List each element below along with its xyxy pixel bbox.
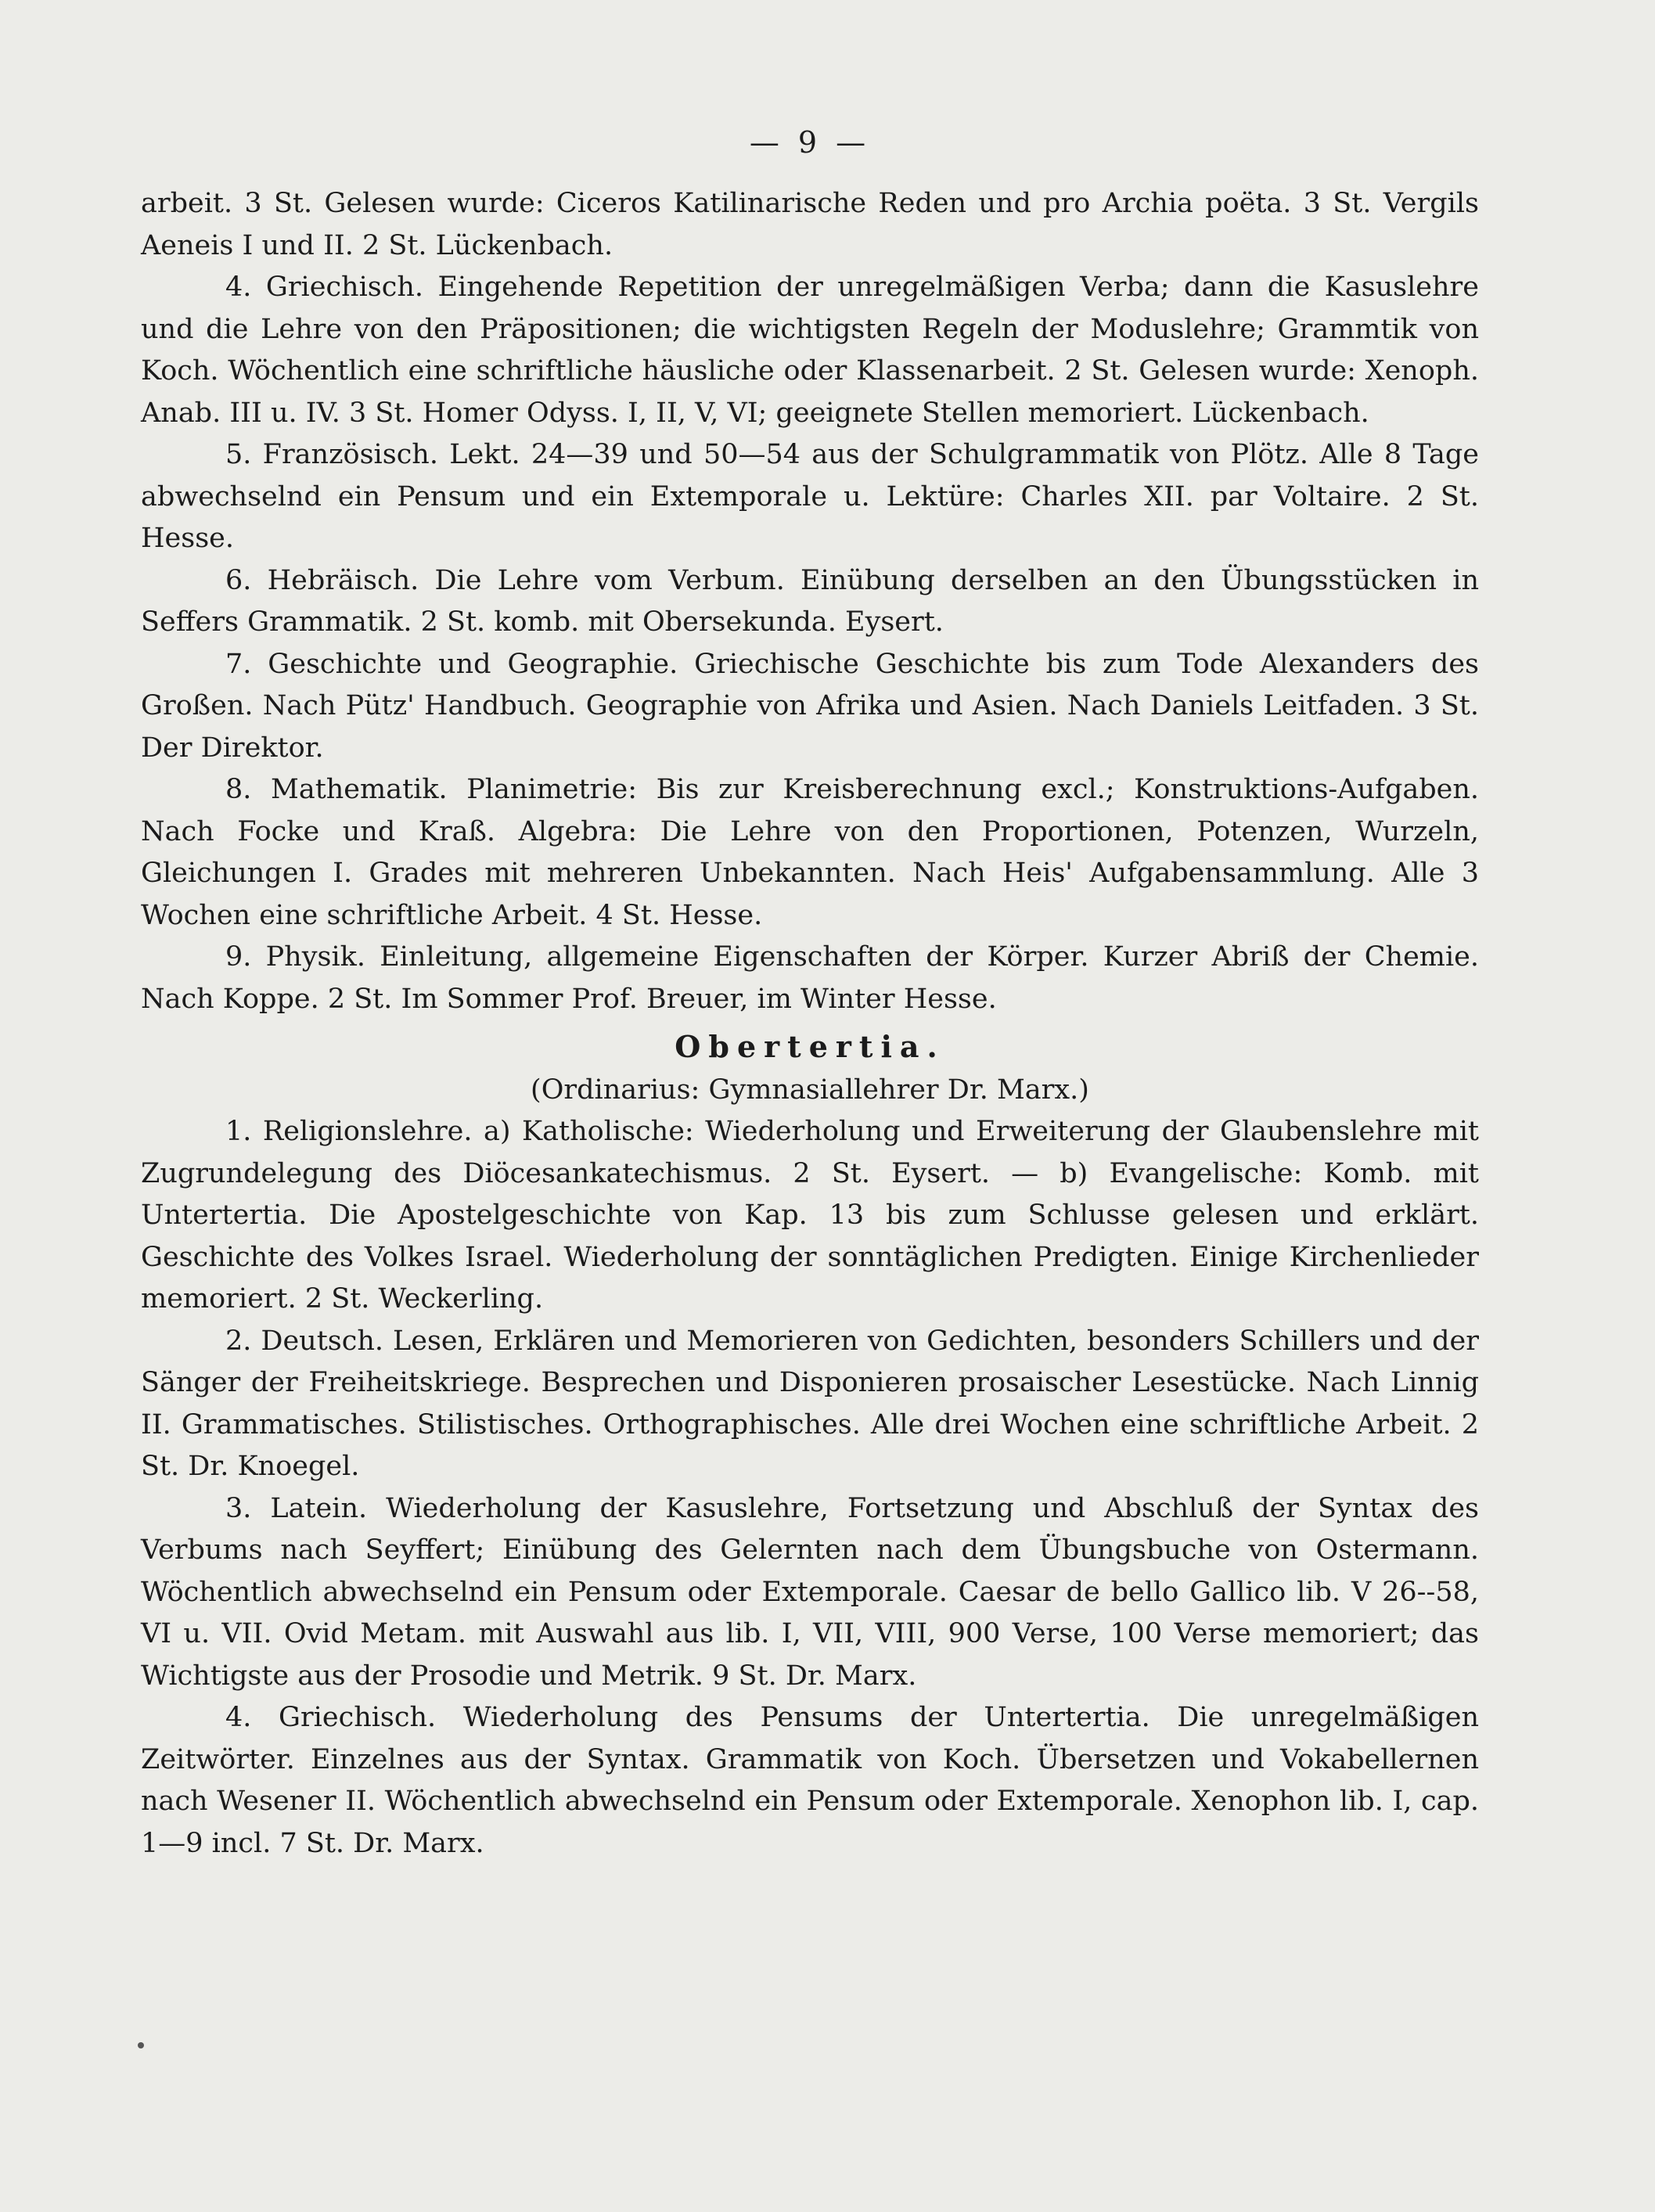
paragraph-franzoesisch: 5. Französisch. Lekt. 24—39 und 50—54 aus der Schulgrammatik von Plötz. Alle 8 Tage abwechselnd ein Pensum und ein Extemporale u. Lektüre: Charles XII. par Voltaire. 2 St. Hesse. — [141, 439, 1479, 554]
paragraph-latein: 3. Latein. Wiederholung der Kasuslehre, Fortsetzung und Abschluß der Syntax des Verbums nach Seyffert; Einübung des Gelernten nach dem Übungsbuche von Ostermann. Wöchentlich abwechselnd ein Pensum oder Extemporale. Caesar de bello Gallico lib. V 26--58, VI u. VII. Ovid Metam. mit Auswahl aus lib. I, VII, VIII, 900 Verse, 100 Verse memoriert; das Wichtigste aus der Prosodie und Metrik. 9 St. Dr. Marx. — [141, 1492, 1479, 1692]
paragraph-religionslehre: 1. Religionslehre. a) Katholische: Wiederholung und Erweiterung der Glaubenslehre mit Zugrundelegung des Diöcesankatechismus. 2 St. Eysert. — b) Evangelische: Komb. mit Untertertia. Die Apostelgeschichte von Kap. 13 bis zum Schlusse gelesen und erklärt. Geschichte des Volkes Israel. Wiederholung der sonntäglichen Predigten. Einige Kirchenlieder memoriert. 2 St. Weckerling. — [141, 1116, 1479, 1315]
page-body — [141, 117, 1479, 1865]
paragraph-mathematik: 8. Mathematik. Planimetrie: Bis zur Kreisberechnung excl.; Konstruktions-Aufgaben. Nach Focke und Kraß. Algebra: Die Lehre von den Proportionen, Potenzen, Wurzeln, Gleichungen I. Grades mit mehreren Unbekannten. Nach Heis' Aufgabensammlung. Alle 3 Wochen eine schriftliche Arbeit. 4 St. Hesse. — [141, 774, 1479, 931]
paragraph-griechisch-obertertia: 4. Griechisch. Wiederholung des Pensums der Untertertia. Die unregelmäßigen Zeitwörter. Einzelnes aus der Syntax. Grammatik von Koch. Übersetzen und Vokabellernen nach Wesener II. Wöchentlich abwechselnd ein Pensum oder Extemporale. Xenophon lib. I, cap. 1—9 incl. 7 St. Dr. Marx. — [141, 1702, 1479, 1859]
paragraph-continuation: arbeit. 3 St. Gelesen wurde: Ciceros Katilinarische Reden und pro Archia poëta. 3 St. Vergils Aeneis I und II. 2 St. Lückenbach. — [141, 188, 1479, 261]
paragraph-deutsch: 2. Deutsch. Lesen, Erklären und Memorieren von Gedichten, besonders Schillers und der Sänger der Freiheitskriege. Besprechen und Disponieren prosaischer Lesestücke. Nach Linnig II. Grammatisches. Stilistisches. Orthographisches. Alle drei Wochen eine schriftliche Arbeit. 2 St. Dr. Knoegel. — [141, 1325, 1479, 1482]
paragraph-geschichte: 7. Geschichte und Geographie. Griechische Geschichte bis zum Tode Alexanders des Großen. Nach Pütz' Handbuch. Geographie von Afrika und Asien. Nach Daniels Leitfaden. 3 St. Der Direktor. — [141, 648, 1479, 764]
paragraph-physik: 9. Physik. Einleitung, allgemeine Eigenschaften der Körper. Kurzer Abriß der Chemie. Nach Koppe. 2 St. Im Sommer Prof. Breuer, im Winter Hesse. — [141, 941, 1479, 1015]
ordinarius-line: (Ordinarius: Gymnasiallehrer Dr. Marx.) — [531, 1074, 1089, 1106]
section-title: Obertertia. — [675, 1029, 945, 1064]
ink-speck — [138, 2042, 144, 2048]
page-number: — 9 — — [749, 125, 871, 160]
paragraph-hebraeisch: 6. Hebräisch. Die Lehre vom Verbum. Einübung derselben an den Übungsstücken in Seffers Grammatik. 2 St. komb. mit Obersekunda. Eysert. — [141, 564, 1479, 638]
paragraph-griechisch: 4. Griechisch. Eingehende Repetition der unregelmäßigen Verba; dann die Kasuslehre und die Lehre von den Präpositionen; die wichtigsten Regeln der Moduslehre; Grammtik von Koch. Wöchentlich eine schriftliche häusliche oder Klassenarbeit. 2 St. Gelesen wurde: Xenoph. Anab. III u. IV. 3 St. Homer Odyss. I, II, V, VI; geeignete Stellen memoriert. Lückenbach. — [141, 272, 1479, 429]
